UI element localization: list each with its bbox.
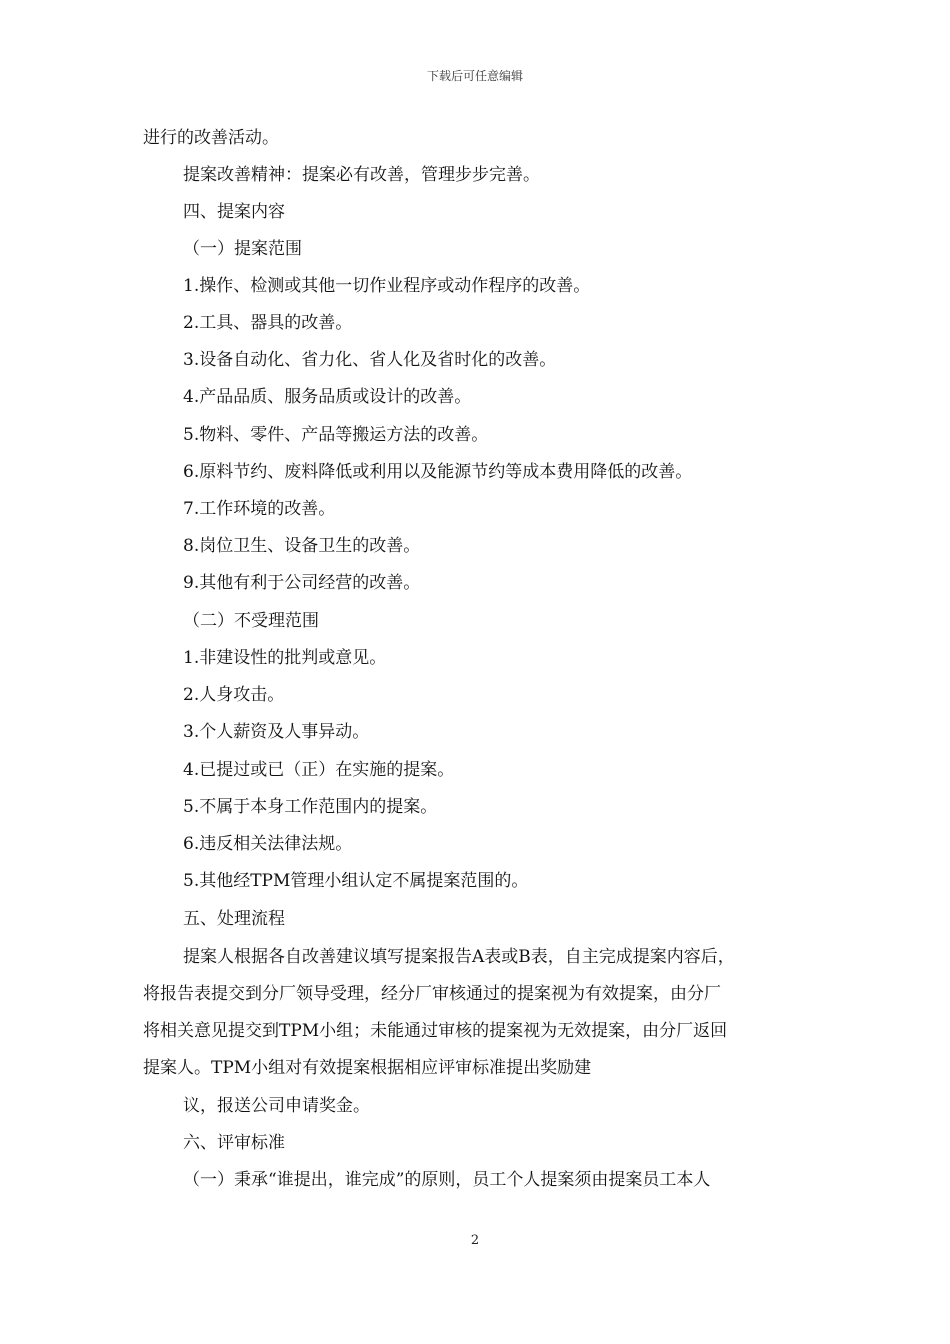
list-item: 4.产品品质、服务品质或设计的改善。 [183,387,472,407]
subsection-heading: （二）不受理范围 [183,611,319,631]
list-item: 5.不属于本身工作范围内的提案。 [183,797,438,817]
list-item: 5.物料、零件、产品等搬运方法的改善。 [183,425,489,445]
section-heading: 五、处理流程 [183,909,285,929]
list-item: 7.工作环境的改善。 [183,499,336,519]
list-item: 1.操作、检测或其他一切作业程序或动作程序的改善。 [183,276,591,296]
list-item: 6.原料节约、废料降低或利用以及能源节约等成本费用降低的改善。 [183,462,693,482]
list-item: 8.岗位卫生、设备卫生的改善。 [183,536,421,556]
list-item: 2.人身攻击。 [183,685,285,705]
paragraph-line: 将相关意见提交到TPM小组；未能通过审核的提案视为无效提案，由分厂返回 [143,1021,728,1041]
paragraph-line: 提案人。TPM小组对有效提案根据相应评审标准提出奖励建 [143,1058,592,1078]
section-heading: 四、提案内容 [183,202,285,222]
list-item: 6.违反相关法律法规。 [183,834,353,854]
list-item: 3.设备自动化、省力化、省人化及省时化的改善。 [183,350,557,370]
list-item: 9.其他有利于公司经营的改善。 [183,573,421,593]
list-item: 4.已提过或已（正）在实施的提案。 [183,760,455,780]
list-item: 3.个人薪资及人事异动。 [183,722,370,742]
paragraph-line: 提案改善精神：提案必有改善，管理步步完善。 [183,165,540,185]
list-item: 5.其他经TPM管理小组认定不属提案范围的。 [183,871,529,891]
page-header: 下载后可任意编辑 [426,69,523,83]
paragraph-line: 提案人根据各自改善建议填写提案报告A表或B表，自主完成提案内容后， [183,947,735,967]
paragraph-line: 进行的改善活动。 [143,128,279,148]
paragraph-line: 将报告表提交到分厂领导受理，经分厂审核通过的提案视为有效提案，由分厂 [143,984,721,1004]
section-heading: 六、评审标准 [183,1133,285,1153]
subsection-heading: （一）提案范围 [183,239,302,259]
list-item: 1.非建设性的批判或意见。 [183,648,387,668]
paragraph-line: （一）秉承“谁提出，谁完成”的原则，员工个人提案须由提案员工本人 [183,1170,711,1190]
page-number: 2 [470,1233,480,1248]
paragraph-line: 议，报送公司申请奖金。 [183,1096,370,1116]
list-item: 2.工具、器具的改善。 [183,313,353,333]
